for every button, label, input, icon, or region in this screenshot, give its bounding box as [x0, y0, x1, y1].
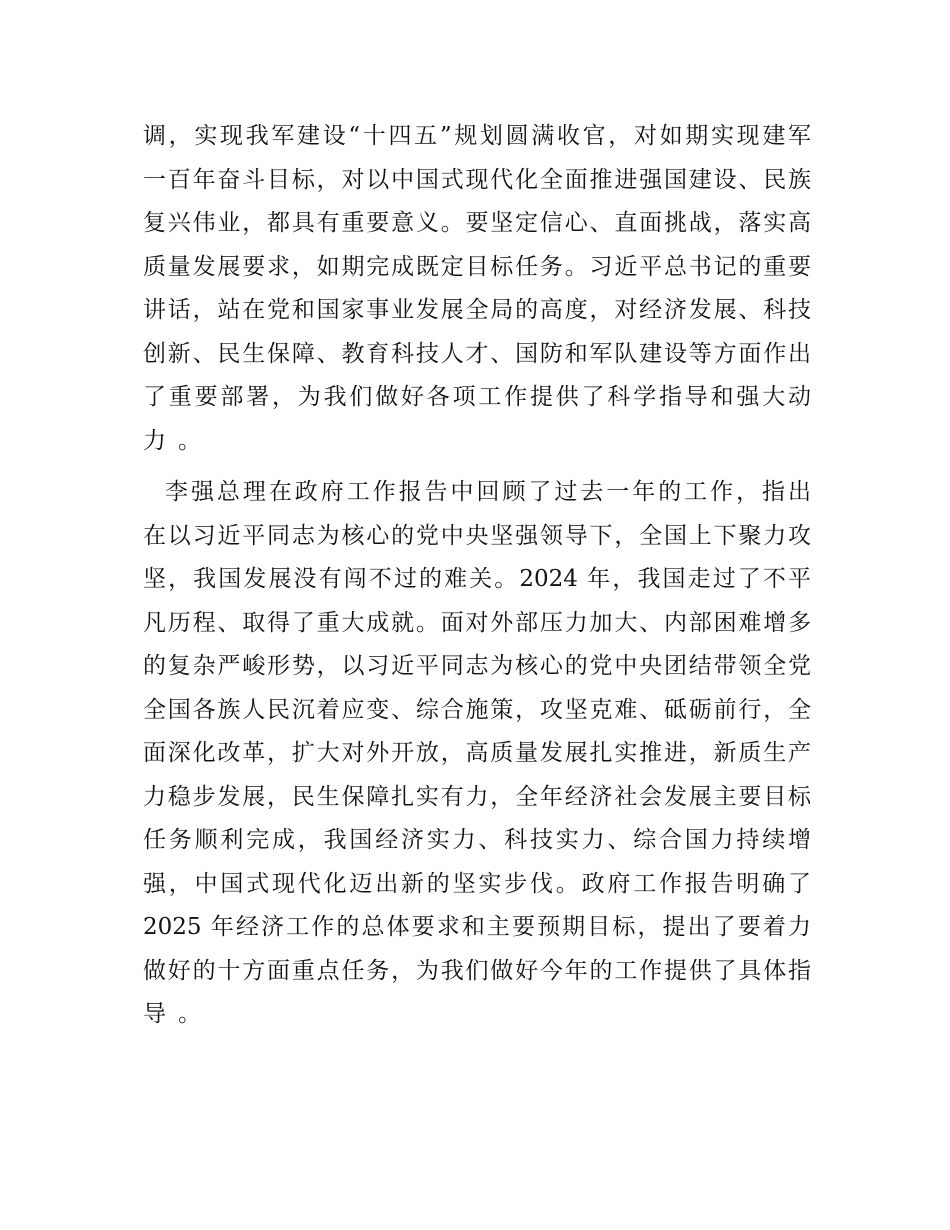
text-line: 全国各族人民沉着应变、综合施策，攻坚克难、砥砺前行，全 — [143, 696, 811, 723]
text-line: 李强总理在政府工作报告中回顾了过去一年的工作，指出 — [165, 479, 811, 505]
text-line: 力。 — [143, 427, 213, 454]
text-line: 了重要部署，为我们做好各项工作提供了科学指导和强大动 — [143, 384, 811, 410]
text-line: 2025 年经济工作的总体要求和主要预期目标，提出了要着力 — [143, 914, 811, 940]
paragraph-2 — [143, 471, 811, 1037]
text-line: 调，实现我军建设“十四五”规划圆满收官，对如期实现建军 — [143, 123, 811, 149]
text-line: 一百年奋斗目标，对以中国式现代化全面推进强国建设、民族 — [143, 166, 811, 193]
text-line: 凡历程、取得了重大成就。面对外部压力加大、内部困难增多 — [143, 609, 811, 636]
text-line: 力稳步发展，民生保障扎实有力，全年经济社会发展主要目标 — [143, 783, 811, 810]
text-line: 质量发展要求，如期完成既定目标任务。习近平总书记的重要 — [143, 253, 811, 280]
text-line: 复兴伟业，都具有重要意义。要坚定信心、直面挑战，落实高 — [143, 210, 811, 236]
paragraph-1 — [143, 115, 811, 463]
text-line: 强，中国式现代化迈出新的坚实步伐。政府工作报告明确了 — [143, 870, 811, 897]
text-line: 在以习近平同志为核心的党中央坚强领导下，全国上下聚力攻 — [143, 522, 811, 549]
text-line: 讲话，站在党和国家事业发展全局的高度，对经济发展、科技 — [143, 297, 811, 323]
text-line: 任务顺利完成，我国经济实力、科技实力、综合国力持续增 — [143, 827, 811, 853]
text-line: 创新、民生保障、教育科技人才、国防和军队建设等方面作出 — [143, 340, 811, 367]
text-line: 面深化改革，扩大对外开放，高质量发展扎实推进，新质生产 — [143, 740, 811, 766]
text-line: 做好的十方面重点任务，为我们做好今年的工作提供了具体指 — [143, 957, 811, 984]
text-line: 导。 — [143, 1001, 213, 1027]
text-line: 坚，我国发展没有闯不过的难关。2024 年，我国走过了不平 — [143, 566, 811, 592]
text-line: 的复杂严峻形势，以习近平同志为核心的党中央团结带领全党 — [143, 653, 811, 679]
